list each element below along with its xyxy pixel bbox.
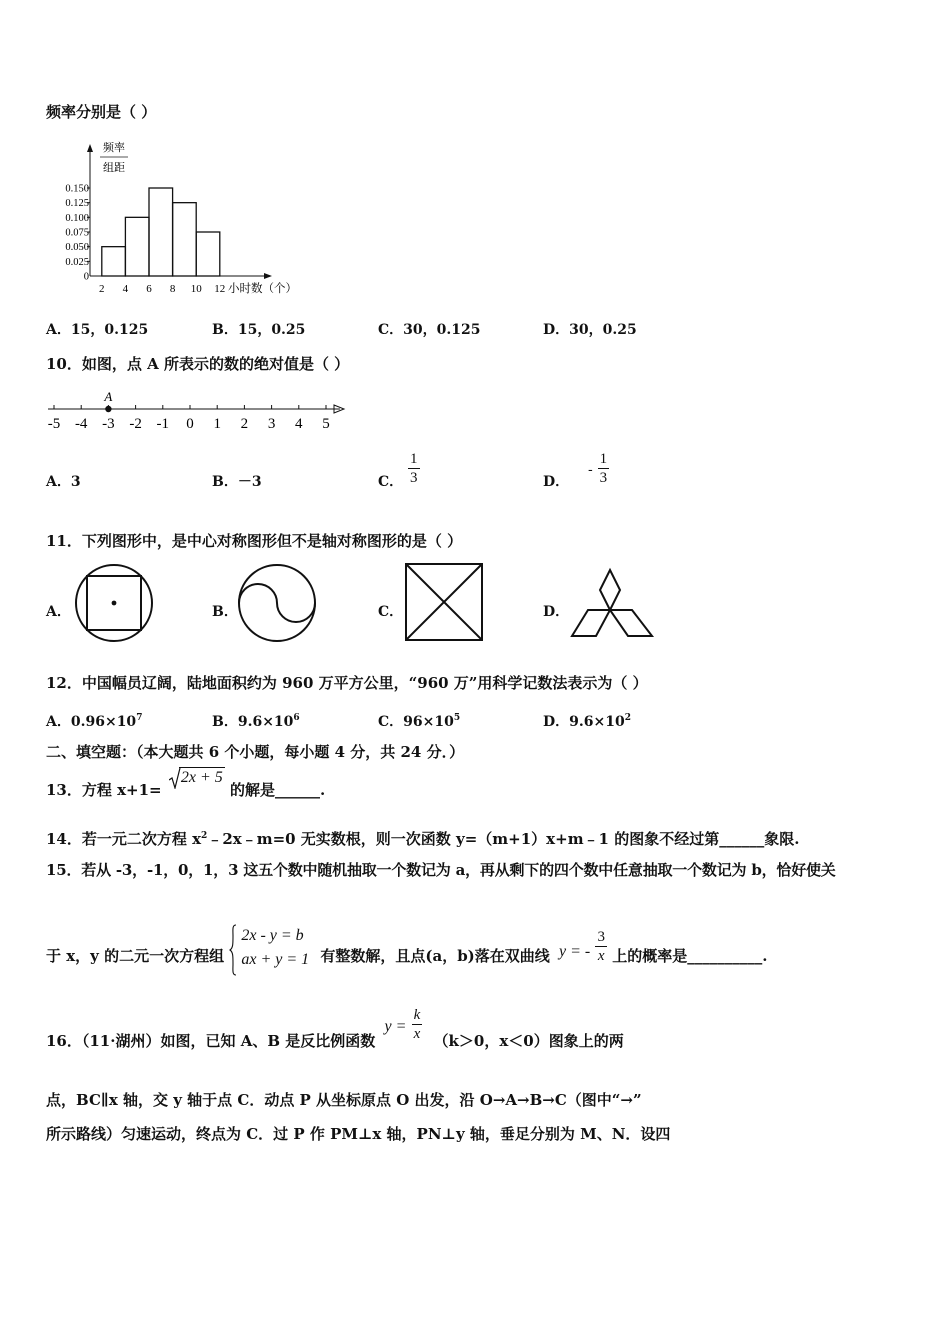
q13-radicand: 2x + 5	[180, 769, 223, 786]
q12-option-d-text: D．9.6×10	[543, 714, 625, 730]
numline-point-a	[105, 406, 111, 412]
numline-tick-label: -1	[156, 416, 170, 432]
q14	[46, 826, 799, 849]
q10-option-d-fraction	[598, 450, 610, 487]
numline-tick-label: 5	[322, 416, 330, 432]
numline-tick-label: 0	[186, 416, 194, 432]
q12-option-c	[378, 708, 460, 732]
hist-xtick-label: 2	[99, 283, 105, 295]
hist-ytick-label: 0	[83, 271, 89, 283]
hist-xtick-label: 10	[190, 283, 202, 295]
q12-option-a-exp: 7	[136, 713, 143, 723]
hist-xlabel: 小时数（个）	[228, 283, 297, 295]
hist-ytick-label: 0.075	[65, 227, 89, 239]
q16-text-1: 16．（11·湖州）如图，已知 A、B 是反比例函数	[46, 1032, 376, 1050]
q11-figure-c	[404, 562, 484, 642]
q10-c-den: 3	[410, 470, 418, 486]
hist-y-arrow-icon	[87, 144, 93, 152]
q16-text-2: （k＞0，x＜0）图象上的两	[433, 1032, 624, 1050]
numline-tick-label: -3	[102, 416, 115, 432]
q14-exp: 2	[201, 831, 208, 841]
numline-tick-label: 4	[295, 416, 303, 432]
q12-option-b-text: B．9.6×10	[212, 714, 294, 730]
q10-option-b: B．－3	[212, 474, 262, 490]
q9-stem-tail: 频率分别是（ ）	[46, 103, 157, 121]
q9-option-d: D．30，0.25	[543, 322, 637, 338]
q9-option-a: A．15，0.125	[46, 322, 149, 338]
hist-ytick-label: 0.050	[65, 242, 89, 254]
numline-tick-label: -5	[47, 416, 61, 432]
q10-option-c	[378, 450, 420, 492]
q10-option-d-sign: -	[588, 462, 593, 478]
hist-ylabel-top: 频率	[103, 142, 125, 154]
hist-bar	[125, 217, 149, 276]
numline-point-label: A	[104, 389, 113, 404]
q10-option-d	[543, 450, 609, 492]
q15-system	[229, 924, 309, 972]
q10-option-a: A．3	[46, 474, 81, 490]
q10-option-c-label: C．	[378, 474, 404, 490]
q15-hyp-fraction	[595, 928, 607, 965]
numline-tick-label: 2	[240, 416, 249, 432]
q14-part2: ﹣2x﹣m=0 无实数根，则一次函数 y=（m+1）x+m﹣1 的图象不经过第______象限.	[207, 830, 800, 848]
numline-tick-label: -2	[129, 416, 142, 432]
section-2-heading: 二、填空题：（本大题共 6 个小题，每小题 4 分，共 24 分．）	[46, 743, 465, 761]
hist-xtick-label: 4	[122, 283, 129, 295]
q15-brace-icon	[229, 924, 237, 976]
q11-figure-d	[570, 566, 656, 642]
q15-text-c: 上的概率是__________.	[612, 947, 768, 965]
q9-option-b: B．15，0.25	[212, 322, 306, 338]
q15-line2	[46, 924, 767, 972]
q15-eq2: ax + y = 1	[241, 951, 310, 968]
numline-tick-label: 1	[213, 416, 221, 432]
q16-func-num: k	[413, 1007, 421, 1023]
hist-bar	[173, 203, 197, 276]
q15-text-a: 于 x，y 的二元一次方程组	[46, 947, 225, 965]
q13	[46, 767, 325, 800]
q12-stem: 12．中国幅员辽阔，陆地面积约为 960 万平方公里，“960 万”用科学记数法表示为（ ）	[46, 674, 648, 692]
q12-option-d	[543, 708, 631, 732]
q12-option-b-exp: 6	[293, 713, 300, 723]
hist-ytick-label: 0.025	[65, 256, 89, 268]
q13-prefix: 13．方程 x+1=	[46, 781, 162, 799]
q16-func-den: x	[413, 1026, 421, 1042]
q15-hyp-num: 3	[597, 929, 605, 945]
hist-xtick-label: 8	[169, 283, 176, 295]
q15-hyp-den: x	[597, 948, 605, 964]
hist-bar	[196, 232, 220, 276]
q12-option-c-exp: 5	[453, 713, 461, 723]
q10-d-num: 1	[599, 451, 608, 467]
q11-label-d: D．	[543, 604, 570, 620]
hist-ylabel-bottom: 组距	[103, 162, 125, 174]
q11-figure-b	[236, 562, 318, 644]
q15-text-b: 有整数解，且点(a，b)落在双曲线	[320, 947, 550, 965]
q10-option-d-label: D．	[543, 474, 570, 490]
q12-option-d-exp: 2	[624, 713, 631, 723]
q16-func-fraction	[412, 1006, 423, 1043]
q11-label-b: B．	[212, 604, 238, 620]
q15-hyp-lhs: y = -	[559, 943, 591, 960]
q9-histogram	[48, 136, 318, 301]
q12-option-b	[212, 708, 300, 732]
q13-radical	[169, 767, 225, 788]
numline-tick-label: -4	[74, 416, 88, 432]
q14-part1: 14．若一元二次方程 x	[46, 830, 202, 848]
hist-bar	[149, 188, 173, 276]
q12-option-c-text: C．96×10	[378, 714, 454, 730]
q10-d-den: 3	[599, 470, 608, 486]
hist-ytick-label: 0.100	[65, 212, 89, 224]
q13-suffix: 的解是______.	[230, 781, 326, 799]
q11-stem: 11．下列图形中，是中心对称图形但不是轴对称图形的是（ ）	[46, 532, 463, 550]
q10-number-line	[42, 384, 352, 434]
q16-line2: 点，BC∥x 轴，交 y 轴于点 C．动点 P 从坐标原点 O 出发，沿 O→A→B→C（图中“→”	[46, 1091, 642, 1109]
q12-option-a-text: A．0.96×10	[46, 714, 137, 730]
q15-eq1: 2x - y = b	[241, 927, 304, 944]
q10-option-c-fraction	[408, 450, 420, 487]
hist-x-arrow-icon	[264, 273, 272, 279]
hist-ytick-label: 0.150	[65, 183, 89, 195]
q11-label-c: C．	[378, 604, 404, 620]
q16-line3: 所示路线）匀速运动，终点为 C．过 P 作 PM⊥x 轴，PN⊥y 轴，垂足分别为 M、N．设四	[46, 1125, 671, 1143]
q12-option-a	[46, 708, 142, 732]
hist-bar	[102, 247, 126, 276]
hist-ytick-label: 0.125	[65, 198, 89, 210]
q11-figure-a	[72, 562, 156, 644]
hist-xtick-label: 12	[214, 283, 226, 295]
q9-option-c: C．30，0.125	[378, 322, 481, 338]
q11-label-a: A．	[46, 604, 71, 620]
q16-func-lhs: y =	[384, 1018, 407, 1035]
hist-xtick-label: 6	[146, 283, 152, 295]
q16-line1	[46, 1006, 624, 1051]
q15-line1: 15．若从 -3，-1，0，1，3 这五个数中随机抽取一个数记为 a，再从剩下的四个数中任意抽取一个数记为 b，恰好使关	[46, 861, 836, 879]
q10-c-num: 1	[410, 451, 418, 467]
q10-stem: 10．如图，点 A 所表示的数的绝对值是（ ）	[46, 355, 350, 373]
numline-tick-label: 3	[267, 416, 276, 432]
